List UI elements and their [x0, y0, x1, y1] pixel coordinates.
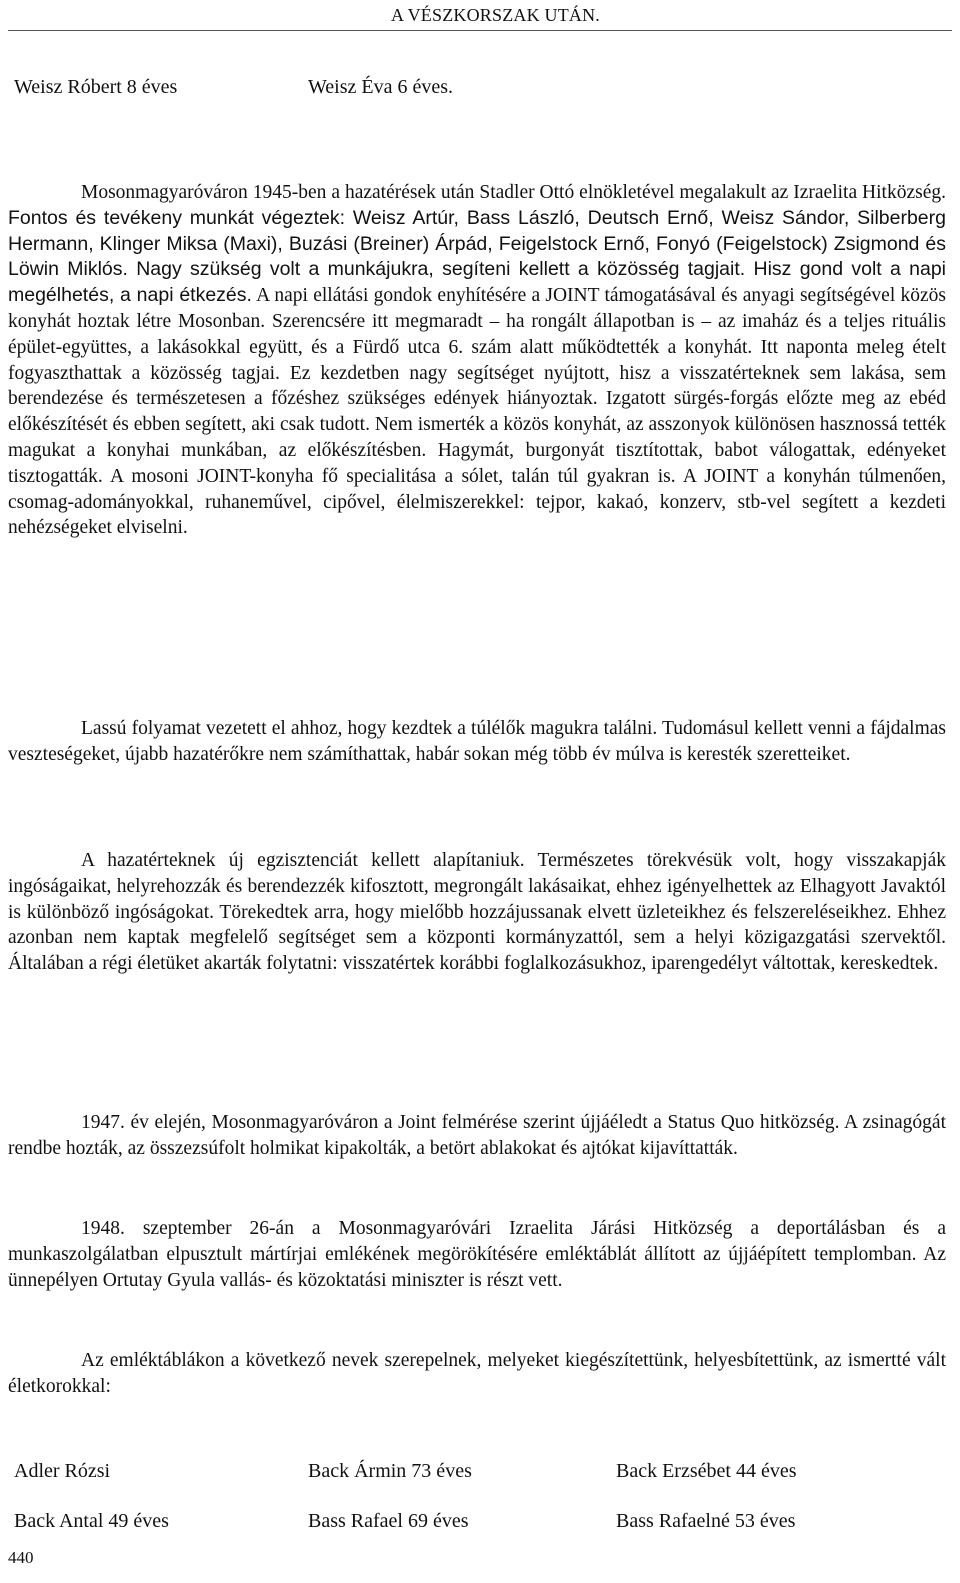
child-caption-eva: Weisz Éva 6 éves.	[308, 76, 453, 98]
running-header: A VÉSZKORSZAK UTÁN.	[391, 5, 600, 25]
paragraph-hitkozseg-konyha-part: A napi ellátási gondok enyhítésére a JOINT támogatásával és anyagi segítségével közös konyhát hoztak létre Mosonban. Szerencsére itt megmaradt – ha rongált állapotban is – az imaház és a teljes rituális épület-együttes, a lakásokkal együtt, és a Fürdő utca 6. szám alatt működtették a konyhát. Itt naponta meleg ételt fogyaszthattak a közösség tagjai. Ez kezdetben nagy segítséget nyújtott, hisz a visszatérteknek sem lakása, sem berendezése és természetesen a főzéshez szükséges edények hiányoztak. Izgatott sürgés-forgás előzte meg az ebéd előkészítését és ebben segített, aki csak tudott. Nem ismerték a közös konyhát, az asszonyok különösen hasznossá tették magukat a konyhai munkában, az előkészítésben. Hagymát, burgonyát tisztítottak, babot válogattak, edényeket tisztogatták. A mosoni JOINT-konyha fő specialitása a sólet, talán túl gyakran is. A JOINT a konyhán túlmenően, csomag-adományokkal, ruhaneművel, cipővel, élelmiszerekkel: tejpor, kakaó, konzerv, stb-vel segített a kezdeti nehézségeket elviselni.	[8, 285, 946, 539]
paragraph-1947: 1947. év elején, Mosonmagyaróváron a Joint felmérése szerint újjáéledt a Status Quo hitközség. A zsinagógát rendbe hozták, az összezsúfolt holmikat kipakolták, a betört ablakokat és ajtókat kijavíttatták.	[8, 1112, 946, 1159]
paragraph-hitkozseg-sans-part: Fontos és tevékeny munkát végeztek: Weisz Artúr, Bass László, Deutsch Ernő, Weisz Sándor, Silberberg Hermann, Klinger Miksa (Maxi), Buzási (Breiner) Árpád, Feigelstock Ernő, Fonyó (Feigelstock) Zsigmond és Löwin Miklós. Nagy szükség volt a munkájukra, segíteni kellett a közösség tagjait. Hisz gond volt a napi megélhetés, a napi étkezés.	[8, 206, 946, 307]
child-caption-robert: Weisz Róbert 8 éves	[14, 76, 178, 98]
paragraph-hitkozseg-serif-part: Mosonmagyaróváron 1945-ben a hazatérések után Stadler Ottó elnökletével megalakult az Izraelita Hitközség.	[81, 182, 946, 203]
memorial-name: Bass Rafaelné 53 éves	[616, 1510, 796, 1532]
paragraph-hitkozseg	[8, 180, 946, 541]
page-number: 440	[8, 1548, 34, 1567]
memorial-name: Back Antal 49 éves	[14, 1510, 169, 1532]
paragraph-1948: 1948. szeptember 26-án a Mosonmagyaróvári Izraelita Járási Hitközség a deportálásban és a munkaszolgálatban elpusztult mártírjai emlékének megörökítésére emléktáblát állított az újjáépített templomban. Az ünnepélyen Ortutay Gyula vallás- és közoktatási miniszter is részt vett.	[8, 1218, 946, 1291]
memorial-name: Adler Rózsi	[14, 1460, 111, 1482]
header-rule	[8, 30, 952, 31]
paragraph-emlektabla-intro: Az emléktáblákon a következő nevek szerepelnek, melyeket kiegészítettünk, helyesbítettünk, az ismertté vált életkorokkal:	[8, 1350, 946, 1397]
memorial-name: Back Erzsébet 44 éves	[616, 1460, 797, 1482]
paragraph-egzisztencia: A hazatérteknek új egzisztenciát kellett alapítaniuk. Természetes törekvésük volt, hogy visszakapják ingóságaikat, helyrehozzák és berendezzék kifosztott, megrongált lakásaikat, ehhez igényelhettek az Elhagyott Javaktól is különböző ingóságokat. Törekedtek arra, hogy mielőbb hozzájussanak elvett üzleteikhez és felszereléseikhez. Ehhez azonban nem kaptak megfelelő segítséget sem a központi kormányzattól, sem a helyi közigazgatási szervektől. Általában a régi életüket akarták folytatni: visszatértek korábbi foglalkozásukhoz, iparengedélyt váltottak, kereskedtek.	[8, 850, 946, 975]
memorial-name: Back Ármin 73 éves	[308, 1460, 472, 1482]
paragraph-tulelok: Lassú folyamat vezetett el ahhoz, hogy kezdtek a túlélők magukra találni. Tudomásul kellett venni a fájdalmas veszteségeket, újabb hazatérőkre nem számíthattak, habár sokan még több év múlva is keresték szeretteiket.	[8, 718, 946, 765]
memorial-name: Bass Rafael 69 éves	[308, 1510, 469, 1532]
